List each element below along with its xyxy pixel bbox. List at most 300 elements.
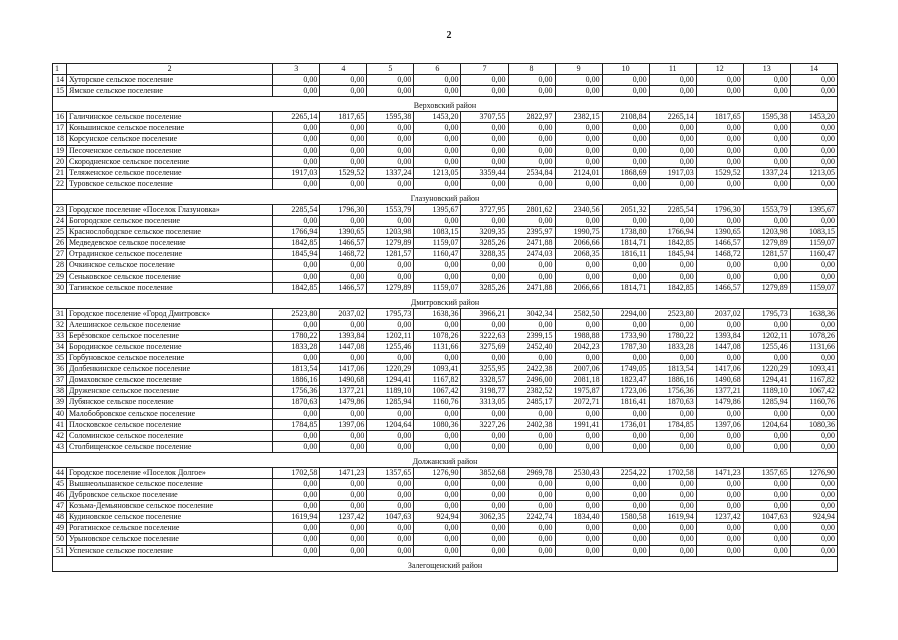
- value-cell: 1553,79: [743, 204, 790, 215]
- value-cell: 0,00: [602, 178, 649, 189]
- value-cell: 0,00: [461, 156, 508, 167]
- value-cell: 0,00: [273, 523, 320, 534]
- value-cell: 1842,85: [649, 238, 696, 249]
- row-number-cell: 18: [53, 134, 67, 145]
- row-number-cell: 47: [53, 501, 67, 512]
- value-cell: 1736,01: [602, 419, 649, 430]
- row-number-cell: 29: [53, 271, 67, 282]
- value-cell: 0,00: [602, 156, 649, 167]
- value-cell: 0,00: [696, 479, 743, 490]
- value-cell: 0,00: [696, 534, 743, 545]
- value-cell: 0,00: [367, 156, 414, 167]
- value-cell: 0,00: [414, 216, 461, 227]
- value-cell: 0,00: [461, 319, 508, 330]
- value-cell: 0,00: [273, 479, 320, 490]
- value-cell: 0,00: [743, 430, 790, 441]
- value-cell: 0,00: [790, 216, 837, 227]
- settlement-name-cell: Берёзовское сельское поселение: [67, 330, 273, 341]
- value-cell: 0,00: [649, 479, 696, 490]
- value-cell: 2582,50: [555, 308, 602, 319]
- table-row: [53, 534, 838, 545]
- value-cell: 0,00: [414, 501, 461, 512]
- value-cell: 1189,10: [367, 386, 414, 397]
- value-cell: 0,00: [649, 134, 696, 145]
- value-cell: 1131,66: [790, 341, 837, 352]
- value-cell: 1160,76: [414, 397, 461, 408]
- value-cell: 0,00: [273, 145, 320, 156]
- value-cell: 1237,42: [320, 512, 367, 523]
- value-cell: 0,00: [273, 123, 320, 134]
- value-cell: 0,00: [461, 430, 508, 441]
- value-cell: 2395,97: [508, 227, 555, 238]
- value-cell: 0,00: [508, 145, 555, 156]
- table-row: [53, 260, 838, 271]
- value-cell: 0,00: [273, 156, 320, 167]
- value-cell: 0,00: [790, 501, 837, 512]
- value-cell: 3209,35: [461, 227, 508, 238]
- value-cell: 1886,16: [649, 375, 696, 386]
- value-cell: 0,00: [743, 260, 790, 271]
- value-cell: 0,00: [555, 75, 602, 86]
- table-row: [53, 227, 838, 238]
- value-cell: 0,00: [414, 441, 461, 452]
- value-cell: 0,00: [649, 216, 696, 227]
- column-number-cell: 2: [67, 64, 273, 75]
- value-cell: 1160,76: [790, 397, 837, 408]
- settlement-name-cell: Городское поселение «Город Дмитровск»: [67, 308, 273, 319]
- table-row: [53, 330, 838, 341]
- value-cell: 0,00: [320, 523, 367, 534]
- value-cell: 2485,17: [508, 397, 555, 408]
- value-cell: 1886,16: [273, 375, 320, 386]
- value-cell: 0,00: [743, 408, 790, 419]
- value-cell: 1917,03: [649, 167, 696, 178]
- value-cell: 0,00: [649, 260, 696, 271]
- value-cell: 0,00: [790, 441, 837, 452]
- table-row: [53, 430, 838, 441]
- value-cell: 0,00: [461, 145, 508, 156]
- district-heading-row: [53, 293, 838, 308]
- column-number-cell: 12: [696, 64, 743, 75]
- table-row: [53, 123, 838, 134]
- value-cell: 0,00: [367, 134, 414, 145]
- value-cell: 1047,63: [743, 512, 790, 523]
- value-cell: 1466,57: [696, 238, 743, 249]
- value-cell: 0,00: [273, 408, 320, 419]
- table-row: [53, 523, 838, 534]
- value-cell: 0,00: [602, 534, 649, 545]
- value-cell: 0,00: [743, 441, 790, 452]
- value-cell: 0,00: [649, 523, 696, 534]
- value-cell: 0,00: [790, 319, 837, 330]
- value-cell: 1357,65: [367, 467, 414, 478]
- table-row: [53, 216, 838, 227]
- value-cell: 0,00: [508, 156, 555, 167]
- value-cell: 0,00: [790, 271, 837, 282]
- value-cell: 0,00: [508, 216, 555, 227]
- value-cell: 1638,36: [790, 308, 837, 319]
- value-cell: 0,00: [696, 86, 743, 97]
- table-row: [53, 364, 838, 375]
- value-cell: 1447,08: [320, 341, 367, 352]
- table-row: [53, 386, 838, 397]
- value-cell: 3222,63: [461, 330, 508, 341]
- value-cell: 0,00: [743, 178, 790, 189]
- value-cell: 0,00: [602, 260, 649, 271]
- value-cell: 0,00: [414, 430, 461, 441]
- value-cell: 0,00: [273, 430, 320, 441]
- value-cell: 0,00: [602, 441, 649, 452]
- value-cell: 3359,44: [461, 167, 508, 178]
- value-cell: 0,00: [414, 319, 461, 330]
- value-cell: 0,00: [602, 430, 649, 441]
- table-row: [53, 75, 838, 86]
- value-cell: 0,00: [555, 86, 602, 97]
- value-cell: 0,00: [649, 534, 696, 545]
- value-cell: 0,00: [414, 134, 461, 145]
- value-cell: 1067,42: [414, 386, 461, 397]
- value-cell: 0,00: [414, 479, 461, 490]
- row-number-cell: 48: [53, 512, 67, 523]
- value-cell: 0,00: [367, 216, 414, 227]
- settlement-name-cell: Урыновское сельское поселение: [67, 534, 273, 545]
- value-cell: 1702,58: [273, 467, 320, 478]
- value-cell: 1203,98: [743, 227, 790, 238]
- value-cell: 1202,11: [367, 330, 414, 341]
- row-number-cell: 39: [53, 397, 67, 408]
- value-cell: 1397,06: [320, 419, 367, 430]
- value-cell: 0,00: [461, 216, 508, 227]
- value-cell: 0,00: [555, 156, 602, 167]
- value-cell: 2068,35: [555, 249, 602, 260]
- row-number-cell: 49: [53, 523, 67, 534]
- value-cell: 0,00: [649, 430, 696, 441]
- value-cell: 2265,14: [273, 112, 320, 123]
- value-cell: 0,00: [602, 75, 649, 86]
- value-cell: 1823,47: [602, 375, 649, 386]
- value-cell: 0,00: [461, 86, 508, 97]
- value-cell: 0,00: [367, 490, 414, 501]
- value-cell: 0,00: [508, 479, 555, 490]
- value-cell: 1471,23: [696, 467, 743, 478]
- value-cell: 0,00: [790, 260, 837, 271]
- row-number-cell: 43: [53, 441, 67, 452]
- value-cell: 0,00: [790, 408, 837, 419]
- value-cell: 0,00: [367, 260, 414, 271]
- value-cell: 1490,68: [696, 375, 743, 386]
- value-cell: 0,00: [555, 123, 602, 134]
- value-cell: 0,00: [461, 408, 508, 419]
- value-cell: 3328,57: [461, 375, 508, 386]
- value-cell: 0,00: [367, 523, 414, 534]
- value-cell: 1294,41: [743, 375, 790, 386]
- value-cell: 1619,94: [649, 512, 696, 523]
- value-cell: 0,00: [790, 545, 837, 556]
- value-cell: 0,00: [367, 534, 414, 545]
- value-cell: 1845,94: [649, 249, 696, 260]
- value-cell: 0,00: [790, 534, 837, 545]
- value-cell: 1395,67: [790, 204, 837, 215]
- value-cell: 2340,56: [555, 204, 602, 215]
- table-row: [53, 167, 838, 178]
- value-cell: 1357,65: [743, 467, 790, 478]
- value-cell: 1466,57: [696, 282, 743, 293]
- value-cell: 0,00: [508, 319, 555, 330]
- value-cell: 0,00: [555, 408, 602, 419]
- value-cell: 1756,36: [649, 386, 696, 397]
- value-cell: 0,00: [696, 156, 743, 167]
- value-cell: 0,00: [508, 86, 555, 97]
- value-cell: 1991,41: [555, 419, 602, 430]
- value-cell: 0,00: [743, 490, 790, 501]
- row-number-cell: 35: [53, 353, 67, 364]
- value-cell: 0,00: [367, 408, 414, 419]
- value-cell: 0,00: [696, 123, 743, 134]
- settlement-name-cell: Плосковское сельское поселение: [67, 419, 273, 430]
- value-cell: 0,00: [320, 501, 367, 512]
- value-cell: 0,00: [743, 134, 790, 145]
- value-cell: 0,00: [320, 145, 367, 156]
- table-row: [53, 145, 838, 156]
- value-cell: 0,00: [743, 353, 790, 364]
- value-cell: 0,00: [790, 156, 837, 167]
- value-cell: 0,00: [696, 353, 743, 364]
- value-cell: 1453,20: [790, 112, 837, 123]
- value-cell: 0,00: [649, 178, 696, 189]
- settlement-name-cell: Столбищенское сельское поселение: [67, 441, 273, 452]
- column-number-cell: 4: [320, 64, 367, 75]
- value-cell: 2124,01: [555, 167, 602, 178]
- value-cell: 0,00: [602, 479, 649, 490]
- column-number-cell: 3: [273, 64, 320, 75]
- column-number-row: [53, 64, 838, 75]
- column-number-cell: 14: [790, 64, 837, 75]
- value-cell: 1093,41: [414, 364, 461, 375]
- value-cell: 0,00: [273, 319, 320, 330]
- value-cell: 3275,69: [461, 341, 508, 352]
- settlement-name-cell: Лубянское сельское поселение: [67, 397, 273, 408]
- value-cell: 0,00: [743, 479, 790, 490]
- value-cell: 0,00: [508, 134, 555, 145]
- value-cell: 1204,64: [743, 419, 790, 430]
- value-cell: 0,00: [414, 156, 461, 167]
- row-number-cell: 25: [53, 227, 67, 238]
- value-cell: 0,00: [508, 353, 555, 364]
- value-cell: 2402,38: [508, 419, 555, 430]
- value-cell: 0,00: [602, 523, 649, 534]
- value-cell: 3285,26: [461, 282, 508, 293]
- table-row: [53, 271, 838, 282]
- value-cell: 0,00: [696, 523, 743, 534]
- value-cell: 0,00: [555, 490, 602, 501]
- row-number-cell: 17: [53, 123, 67, 134]
- value-cell: 0,00: [743, 123, 790, 134]
- table-row: [53, 238, 838, 249]
- value-cell: 1816,41: [602, 397, 649, 408]
- value-cell: 1047,63: [367, 512, 414, 523]
- value-cell: 3285,26: [461, 238, 508, 249]
- value-cell: 2452,40: [508, 341, 555, 352]
- value-cell: 0,00: [696, 501, 743, 512]
- value-cell: 0,00: [320, 534, 367, 545]
- value-cell: 0,00: [790, 75, 837, 86]
- value-cell: 0,00: [602, 123, 649, 134]
- value-cell: 1167,82: [790, 375, 837, 386]
- value-cell: 1842,85: [649, 282, 696, 293]
- value-cell: 1845,94: [273, 249, 320, 260]
- value-cell: 0,00: [649, 501, 696, 512]
- value-cell: 0,00: [414, 353, 461, 364]
- value-cell: 0,00: [555, 501, 602, 512]
- value-cell: 0,00: [555, 260, 602, 271]
- value-cell: 1377,21: [320, 386, 367, 397]
- value-cell: 0,00: [461, 479, 508, 490]
- value-cell: 0,00: [602, 490, 649, 501]
- value-cell: 2051,32: [602, 204, 649, 215]
- value-cell: 0,00: [320, 319, 367, 330]
- value-cell: 1167,82: [414, 375, 461, 386]
- value-cell: 1796,30: [696, 204, 743, 215]
- value-cell: 1833,28: [649, 341, 696, 352]
- value-cell: 0,00: [696, 178, 743, 189]
- value-cell: 1213,05: [790, 167, 837, 178]
- value-cell: 0,00: [649, 441, 696, 452]
- column-number-cell: 9: [555, 64, 602, 75]
- value-cell: 0,00: [320, 123, 367, 134]
- value-cell: 0,00: [649, 545, 696, 556]
- value-cell: 1281,57: [367, 249, 414, 260]
- value-cell: 0,00: [461, 75, 508, 86]
- value-cell: 0,00: [414, 523, 461, 534]
- settlement-name-cell: Хуторское сельское поселение: [67, 75, 273, 86]
- row-number-cell: 30: [53, 282, 67, 293]
- settlement-name-cell: Алешинское сельское поселение: [67, 319, 273, 330]
- value-cell: 1795,73: [367, 308, 414, 319]
- value-cell: 0,00: [602, 145, 649, 156]
- value-cell: 0,00: [743, 156, 790, 167]
- row-number-cell: 22: [53, 178, 67, 189]
- value-cell: 1842,85: [273, 282, 320, 293]
- row-number-cell: 51: [53, 545, 67, 556]
- settlement-name-cell: Скородненское сельское поселение: [67, 156, 273, 167]
- value-cell: 2072,71: [555, 397, 602, 408]
- value-cell: 1417,06: [320, 364, 367, 375]
- row-number-cell: 14: [53, 75, 67, 86]
- value-cell: 0,00: [461, 123, 508, 134]
- value-cell: 0,00: [790, 178, 837, 189]
- value-cell: 0,00: [508, 441, 555, 452]
- settlement-name-cell: Кудиновское сельское поселение: [67, 512, 273, 523]
- table-row: [53, 204, 838, 215]
- value-cell: 1279,89: [367, 238, 414, 249]
- value-cell: 0,00: [273, 75, 320, 86]
- table-row: [53, 319, 838, 330]
- value-cell: 0,00: [649, 408, 696, 419]
- value-cell: 0,00: [602, 319, 649, 330]
- value-cell: 2294,00: [602, 308, 649, 319]
- value-cell: 1395,67: [414, 204, 461, 215]
- value-cell: 1466,57: [320, 238, 367, 249]
- row-number-cell: 50: [53, 534, 67, 545]
- value-cell: 1276,90: [790, 467, 837, 478]
- value-cell: 1988,88: [555, 330, 602, 341]
- value-cell: 1868,69: [602, 167, 649, 178]
- value-cell: 0,00: [320, 260, 367, 271]
- value-cell: 2042,23: [555, 341, 602, 352]
- value-cell: 1159,07: [414, 238, 461, 249]
- value-cell: 2007,06: [555, 364, 602, 375]
- value-cell: 1834,40: [555, 512, 602, 523]
- value-cell: 2496,00: [508, 375, 555, 386]
- value-cell: 0,00: [273, 178, 320, 189]
- value-cell: 0,00: [790, 523, 837, 534]
- settlement-name-cell: Городское поселение «Поселок Глазуновка»: [67, 204, 273, 215]
- value-cell: 2523,80: [649, 308, 696, 319]
- value-cell: 1276,90: [414, 467, 461, 478]
- value-cell: 0,00: [273, 441, 320, 452]
- settlement-name-cell: Галичинское сельское поселение: [67, 112, 273, 123]
- page-number: 2: [446, 30, 452, 41]
- value-cell: 0,00: [508, 523, 555, 534]
- row-number-cell: 38: [53, 386, 67, 397]
- value-cell: 924,94: [790, 512, 837, 523]
- value-cell: 2471,88: [508, 238, 555, 249]
- value-cell: 0,00: [461, 523, 508, 534]
- value-cell: 0,00: [649, 123, 696, 134]
- value-cell: 3852,68: [461, 467, 508, 478]
- value-cell: 0,00: [367, 178, 414, 189]
- value-cell: 2265,14: [649, 112, 696, 123]
- value-cell: 0,00: [602, 501, 649, 512]
- value-cell: 1220,29: [367, 364, 414, 375]
- value-cell: 1749,05: [602, 364, 649, 375]
- value-cell: 1393,84: [696, 330, 743, 341]
- value-cell: 0,00: [555, 319, 602, 330]
- value-cell: 1702,58: [649, 467, 696, 478]
- value-cell: 0,00: [273, 490, 320, 501]
- table-row: [53, 282, 838, 293]
- district-title: Верховский район: [53, 97, 838, 112]
- settlement-name-cell: Корсунское сельское поселение: [67, 134, 273, 145]
- value-cell: 1159,07: [414, 282, 461, 293]
- settlement-name-cell: Очкинское сельское поселение: [67, 260, 273, 271]
- table-row: [53, 341, 838, 352]
- value-cell: 1189,10: [743, 386, 790, 397]
- value-cell: 0,00: [743, 271, 790, 282]
- value-cell: 1160,47: [414, 249, 461, 260]
- value-cell: 1202,11: [743, 330, 790, 341]
- value-cell: 2969,78: [508, 467, 555, 478]
- table-row: [53, 441, 838, 452]
- column-number-cell: 13: [743, 64, 790, 75]
- value-cell: 1595,38: [743, 112, 790, 123]
- value-cell: 0,00: [320, 408, 367, 419]
- value-cell: 1078,26: [790, 330, 837, 341]
- value-cell: 1255,46: [743, 341, 790, 352]
- district-title: Глазуновский район: [53, 189, 838, 204]
- value-cell: 0,00: [320, 353, 367, 364]
- value-cell: 1255,46: [367, 341, 414, 352]
- row-number-cell: 15: [53, 86, 67, 97]
- value-cell: 2081,18: [555, 375, 602, 386]
- value-cell: 1595,38: [367, 112, 414, 123]
- settlement-name-cell: Горбуновское сельское поселение: [67, 353, 273, 364]
- value-cell: 1990,75: [555, 227, 602, 238]
- value-cell: 0,00: [696, 490, 743, 501]
- value-cell: 3707,55: [461, 112, 508, 123]
- value-cell: 1975,87: [555, 386, 602, 397]
- value-cell: 2822,97: [508, 112, 555, 123]
